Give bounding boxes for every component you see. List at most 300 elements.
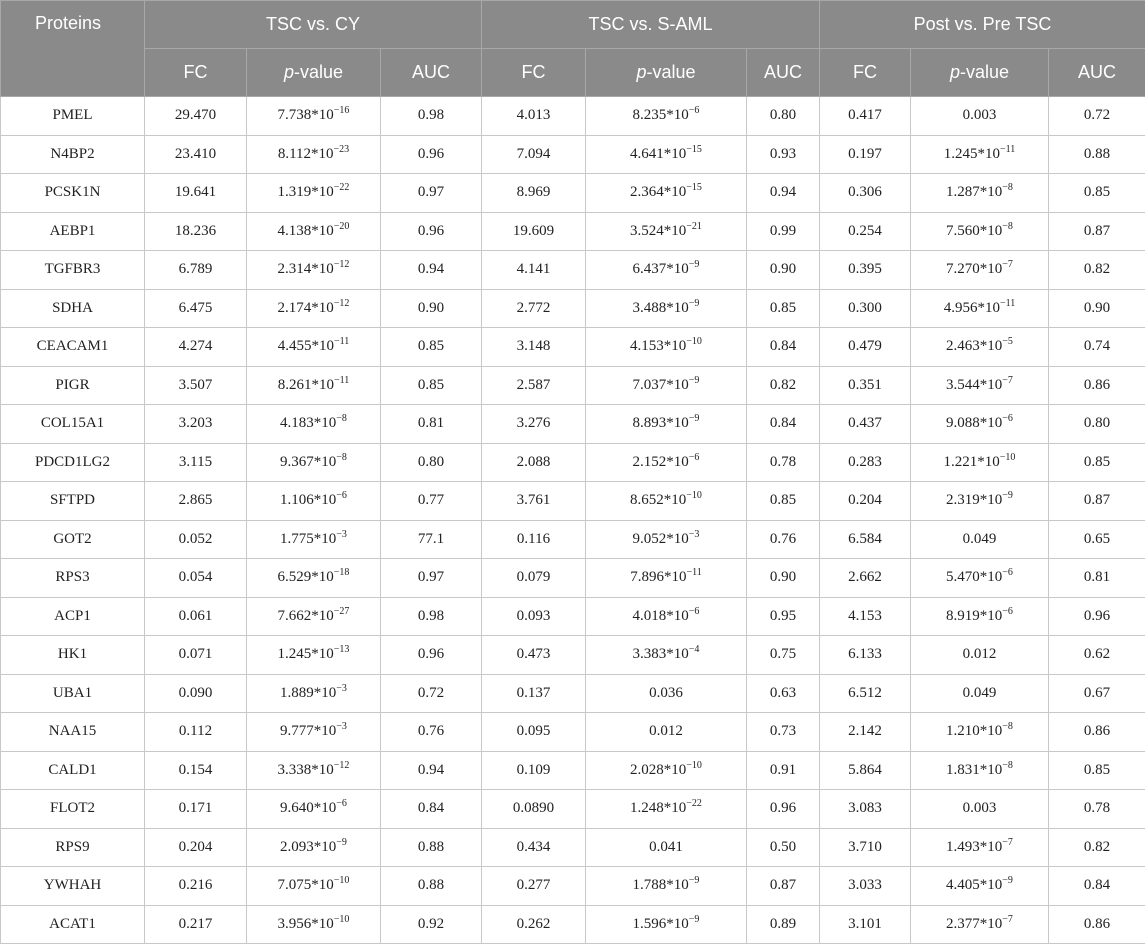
auc-cell: 0.82 <box>747 366 820 405</box>
p-value-base: 1.221*10 <box>944 454 1000 470</box>
p-value-exponent: −5 <box>1002 336 1013 347</box>
p-value-cell <box>911 674 1049 713</box>
p-value-cell <box>247 174 381 213</box>
table-row <box>1 520 1145 559</box>
p-value-cell <box>911 174 1049 213</box>
p-value-exponent: −8 <box>336 413 347 424</box>
p-value-exponent: −11 <box>334 375 349 386</box>
p-value-base: 7.037*10 <box>633 377 689 393</box>
p-value-exponent: −8 <box>1002 760 1013 771</box>
auc-cell: 0.84 <box>747 328 820 367</box>
p-value-exponent: −7 <box>1002 375 1013 386</box>
auc-cell: 0.90 <box>747 251 820 290</box>
p-value-cell <box>911 366 1049 405</box>
auc-cell: 0.76 <box>381 713 482 752</box>
fc-cell: 0.093 <box>482 597 586 636</box>
p-value-exponent: −9 <box>689 914 700 925</box>
p-value-cell <box>911 790 1049 829</box>
auc-cell: 0.85 <box>747 482 820 521</box>
subheader-p-italic: p <box>950 62 960 82</box>
fc-cell: 3.101 <box>820 905 911 944</box>
auc-cell: 0.76 <box>747 520 820 559</box>
fc-cell: 3.115 <box>145 443 247 482</box>
p-value-base: 2.174*10 <box>278 300 334 316</box>
p-value-base: 1.889*10 <box>280 685 336 701</box>
p-value-cell <box>247 713 381 752</box>
auc-cell: 0.88 <box>1049 135 1145 174</box>
proteins-header: Proteins <box>1 1 145 97</box>
fc-cell: 0.254 <box>820 212 911 251</box>
p-value-exponent: −8 <box>1002 721 1013 732</box>
p-value-cell <box>586 597 747 636</box>
auc-cell: 77.1 <box>381 520 482 559</box>
table-row <box>1 790 1145 829</box>
p-value-cell <box>586 636 747 675</box>
p-value-exponent: −9 <box>689 875 700 886</box>
fc-cell: 6.133 <box>820 636 911 675</box>
fc-cell: 3.507 <box>145 366 247 405</box>
p-value-cell <box>586 828 747 867</box>
auc-cell: 0.65 <box>1049 520 1145 559</box>
fc-cell: 0.217 <box>145 905 247 944</box>
fc-cell: 0.154 <box>145 751 247 790</box>
p-value-base: 1.775*10 <box>280 531 336 547</box>
p-value-base: 1.831*10 <box>946 762 1002 778</box>
auc-cell: 0.93 <box>747 135 820 174</box>
p-value-cell <box>586 751 747 790</box>
p-value-cell <box>911 520 1049 559</box>
auc-cell: 0.72 <box>381 674 482 713</box>
p-value-base: 7.896*10 <box>630 569 686 585</box>
fc-cell: 7.094 <box>482 135 586 174</box>
fc-cell: 19.641 <box>145 174 247 213</box>
p-value-base: 4.405*10 <box>946 877 1002 893</box>
p-value-exponent: −7 <box>1002 837 1013 848</box>
protein-name-cell: ACP1 <box>1 597 145 636</box>
p-value-base: 9.777*10 <box>280 723 336 739</box>
protein-name-cell: TGFBR3 <box>1 251 145 290</box>
protein-name-cell: CALD1 <box>1 751 145 790</box>
fc-cell: 0.262 <box>482 905 586 944</box>
p-value-exponent: −6 <box>1002 413 1013 424</box>
p-value-base: 1.493*10 <box>946 839 1002 855</box>
p-value-cell <box>586 790 747 829</box>
p-value-cell <box>247 135 381 174</box>
p-value-cell <box>911 636 1049 675</box>
p-value-exponent: −15 <box>686 182 702 193</box>
p-value-cell <box>911 405 1049 444</box>
p-value-exponent: −6 <box>689 105 700 116</box>
auc-cell: 0.85 <box>747 289 820 328</box>
fc-cell: 0.417 <box>820 97 911 136</box>
auc-cell: 0.80 <box>381 443 482 482</box>
p-value-base: 7.662*10 <box>278 608 334 624</box>
p-value-cell <box>586 174 747 213</box>
fc-cell: 0.473 <box>482 636 586 675</box>
subheader-fc: FC <box>820 49 911 97</box>
auc-cell: 0.90 <box>747 559 820 598</box>
p-value-base: 0.049 <box>963 531 997 547</box>
p-value-base: 4.018*10 <box>633 608 689 624</box>
fc-cell: 19.609 <box>482 212 586 251</box>
p-value-exponent: −9 <box>689 259 700 270</box>
p-value-base: 3.956*10 <box>278 916 334 932</box>
auc-cell: 0.82 <box>1049 828 1145 867</box>
p-value-base: 9.640*10 <box>280 800 336 816</box>
p-value-cell <box>586 443 747 482</box>
fc-cell: 0.300 <box>820 289 911 328</box>
subheader-auc: AUC <box>747 49 820 97</box>
table-row <box>1 636 1145 675</box>
p-value-cell <box>247 443 381 482</box>
table-row <box>1 559 1145 598</box>
fc-cell: 4.274 <box>145 328 247 367</box>
table-row <box>1 251 1145 290</box>
p-value-exponent: −4 <box>689 644 700 655</box>
p-value-cell <box>911 251 1049 290</box>
p-value-base: 8.919*10 <box>946 608 1002 624</box>
fc-cell: 0.283 <box>820 443 911 482</box>
p-value-base: 9.088*10 <box>946 415 1002 431</box>
auc-cell: 0.80 <box>1049 405 1145 444</box>
p-value-base: 0.003 <box>963 800 997 816</box>
p-value-base: 8.235*10 <box>633 107 689 123</box>
p-value-exponent: −21 <box>686 221 702 232</box>
fc-cell: 2.088 <box>482 443 586 482</box>
p-value-exponent: −6 <box>336 490 347 501</box>
p-value-cell <box>586 135 747 174</box>
auc-cell: 0.85 <box>1049 174 1145 213</box>
protein-name-cell: PMEL <box>1 97 145 136</box>
auc-cell: 0.94 <box>381 751 482 790</box>
p-value-base: 2.093*10 <box>280 839 336 855</box>
p-value-cell <box>911 482 1049 521</box>
protein-name-cell: CEACAM1 <box>1 328 145 367</box>
fc-cell: 29.470 <box>145 97 247 136</box>
p-value-exponent: −12 <box>334 760 350 771</box>
fc-cell: 0.079 <box>482 559 586 598</box>
p-value-cell <box>911 328 1049 367</box>
p-value-cell <box>586 405 747 444</box>
table-row <box>1 174 1145 213</box>
protein-name-cell: GOT2 <box>1 520 145 559</box>
auc-cell: 0.91 <box>747 751 820 790</box>
fc-cell: 3.203 <box>145 405 247 444</box>
auc-cell: 0.90 <box>381 289 482 328</box>
fc-cell: 0.216 <box>145 867 247 906</box>
p-value-cell <box>247 520 381 559</box>
p-value-base: 8.652*10 <box>630 492 686 508</box>
fc-cell: 3.033 <box>820 867 911 906</box>
table-row <box>1 751 1145 790</box>
table-row <box>1 212 1145 251</box>
p-value-cell <box>586 251 747 290</box>
fc-cell: 18.236 <box>145 212 247 251</box>
protein-name-cell: AEBP1 <box>1 212 145 251</box>
group-header-tsc-vs-cy: TSC vs. CY <box>145 1 482 49</box>
fc-cell: 0.090 <box>145 674 247 713</box>
p-value-base: 4.153*10 <box>630 338 686 354</box>
auc-cell: 0.74 <box>1049 328 1145 367</box>
p-value-cell <box>911 905 1049 944</box>
p-value-base: 7.270*10 <box>946 261 1002 277</box>
p-value-cell <box>911 713 1049 752</box>
p-value-exponent: −3 <box>689 529 700 540</box>
auc-cell: 0.81 <box>1049 559 1145 598</box>
p-value-exponent: −11 <box>1000 298 1015 309</box>
auc-cell: 0.84 <box>1049 867 1145 906</box>
p-value-cell <box>586 289 747 328</box>
p-value-cell <box>911 867 1049 906</box>
auc-cell: 0.77 <box>381 482 482 521</box>
table-row <box>1 713 1145 752</box>
auc-cell: 0.85 <box>381 328 482 367</box>
p-value-base: 8.261*10 <box>278 377 334 393</box>
auc-cell: 0.87 <box>1049 212 1145 251</box>
fc-cell: 0.137 <box>482 674 586 713</box>
fc-cell: 3.710 <box>820 828 911 867</box>
p-value-base: 2.463*10 <box>946 338 1002 354</box>
p-value-cell <box>911 751 1049 790</box>
p-value-cell <box>247 559 381 598</box>
table-row <box>1 366 1145 405</box>
p-value-exponent: −22 <box>686 798 702 809</box>
table-row <box>1 828 1145 867</box>
p-value-base: 1.287*10 <box>946 184 1002 200</box>
fc-cell: 0.306 <box>820 174 911 213</box>
p-value-base: 4.138*10 <box>278 223 334 239</box>
p-value-cell <box>247 251 381 290</box>
fc-cell: 6.475 <box>145 289 247 328</box>
p-value-exponent: −27 <box>334 606 350 617</box>
p-value-base: 0.012 <box>963 646 997 662</box>
p-value-base: 1.248*10 <box>630 800 686 816</box>
protein-name-cell: RPS9 <box>1 828 145 867</box>
auc-cell: 0.99 <box>747 212 820 251</box>
table-row <box>1 597 1145 636</box>
fc-cell: 0.0890 <box>482 790 586 829</box>
p-value-base: 5.470*10 <box>946 569 1002 585</box>
p-value-cell <box>586 905 747 944</box>
fc-cell: 2.587 <box>482 366 586 405</box>
p-value-exponent: −10 <box>686 760 702 771</box>
p-value-exponent: −3 <box>336 683 347 694</box>
protein-name-cell: PDCD1LG2 <box>1 443 145 482</box>
auc-cell: 0.84 <box>381 790 482 829</box>
p-value-base: 3.383*10 <box>633 646 689 662</box>
p-value-base: 1.210*10 <box>946 723 1002 739</box>
p-value-exponent: −9 <box>1002 490 1013 501</box>
fc-cell: 2.662 <box>820 559 911 598</box>
p-value-cell <box>247 751 381 790</box>
auc-cell: 0.89 <box>747 905 820 944</box>
fc-cell: 0.395 <box>820 251 911 290</box>
fc-cell: 23.410 <box>145 135 247 174</box>
p-value-exponent: −8 <box>1002 221 1013 232</box>
p-value-base: 1.788*10 <box>633 877 689 893</box>
table-row <box>1 289 1145 328</box>
table-row <box>1 482 1145 521</box>
p-value-cell <box>247 212 381 251</box>
p-value-exponent: −15 <box>686 144 702 155</box>
p-value-base: 3.338*10 <box>278 762 334 778</box>
p-value-exponent: −16 <box>334 105 350 116</box>
p-value-cell <box>586 713 747 752</box>
p-value-exponent: −7 <box>1002 259 1013 270</box>
p-value-exponent: −6 <box>336 798 347 809</box>
auc-cell: 0.96 <box>747 790 820 829</box>
p-value-base: 2.028*10 <box>630 762 686 778</box>
p-value-base: 7.075*10 <box>278 877 334 893</box>
fc-cell: 2.865 <box>145 482 247 521</box>
auc-cell: 0.98 <box>381 597 482 636</box>
fc-cell: 0.204 <box>820 482 911 521</box>
p-value-cell <box>247 867 381 906</box>
p-value-exponent: −3 <box>336 529 347 540</box>
fc-cell: 2.142 <box>820 713 911 752</box>
p-value-cell <box>247 790 381 829</box>
p-value-exponent: −6 <box>689 452 700 463</box>
p-value-cell <box>586 867 747 906</box>
p-value-base: 1.245*10 <box>944 146 1000 162</box>
p-value-cell <box>586 97 747 136</box>
fc-cell: 2.772 <box>482 289 586 328</box>
auc-cell: 0.88 <box>381 828 482 867</box>
p-value-base: 4.455*10 <box>278 338 334 354</box>
p-value-base: 2.314*10 <box>278 261 334 277</box>
fc-cell: 4.141 <box>482 251 586 290</box>
group-header-post-vs-pre: Post vs. Pre TSC <box>820 1 1145 49</box>
p-value-base: 4.956*10 <box>944 300 1000 316</box>
p-value-exponent: −23 <box>334 144 350 155</box>
p-value-exponent: −10 <box>686 490 702 501</box>
p-value-cell <box>586 520 747 559</box>
subheader-p-rest: -value <box>960 62 1009 82</box>
fc-cell: 0.171 <box>145 790 247 829</box>
auc-cell: 0.87 <box>1049 482 1145 521</box>
p-value-base: 2.319*10 <box>946 492 1002 508</box>
auc-cell: 0.85 <box>1049 751 1145 790</box>
fc-cell: 3.083 <box>820 790 911 829</box>
p-value-exponent: −12 <box>334 259 350 270</box>
p-value-base: 2.364*10 <box>630 184 686 200</box>
p-value-exponent: −8 <box>1002 182 1013 193</box>
protein-name-cell: YWHAH <box>1 867 145 906</box>
p-value-cell <box>911 559 1049 598</box>
table-header <box>1 1 1145 97</box>
auc-cell: 0.88 <box>381 867 482 906</box>
fc-cell: 4.013 <box>482 97 586 136</box>
auc-cell: 0.82 <box>1049 251 1145 290</box>
p-value-exponent: −11 <box>334 336 349 347</box>
auc-cell: 0.50 <box>747 828 820 867</box>
p-value-exponent: −7 <box>1002 914 1013 925</box>
auc-cell: 0.75 <box>747 636 820 675</box>
auc-cell: 0.84 <box>747 405 820 444</box>
p-value-base: 0.049 <box>963 685 997 701</box>
group-header-tsc-vs-saml: TSC vs. S-AML <box>482 1 820 49</box>
p-value-base: 2.152*10 <box>633 454 689 470</box>
p-value-base: 0.041 <box>649 839 683 855</box>
auc-cell: 0.87 <box>747 867 820 906</box>
p-value-exponent: −11 <box>686 567 701 578</box>
table-row <box>1 867 1145 906</box>
p-value-exponent: −10 <box>334 914 350 925</box>
p-value-base: 8.893*10 <box>633 415 689 431</box>
auc-cell: 0.78 <box>1049 790 1145 829</box>
fc-cell: 3.761 <box>482 482 586 521</box>
protein-name-cell: FLOT2 <box>1 790 145 829</box>
p-value-cell <box>911 212 1049 251</box>
fc-cell: 0.095 <box>482 713 586 752</box>
p-value-cell <box>911 443 1049 482</box>
p-value-base: 7.738*10 <box>278 107 334 123</box>
auc-cell: 0.97 <box>381 174 482 213</box>
p-value-cell <box>911 135 1049 174</box>
fc-cell: 6.512 <box>820 674 911 713</box>
fc-cell: 0.197 <box>820 135 911 174</box>
p-value-cell <box>247 482 381 521</box>
p-value-base: 0.003 <box>963 107 997 123</box>
p-value-cell <box>911 828 1049 867</box>
p-value-exponent: −8 <box>336 452 347 463</box>
subheader-p-value <box>911 49 1049 97</box>
auc-cell: 0.78 <box>747 443 820 482</box>
subheader-fc: FC <box>145 49 247 97</box>
fc-cell: 0.351 <box>820 366 911 405</box>
auc-cell: 0.81 <box>381 405 482 444</box>
fc-cell: 5.864 <box>820 751 911 790</box>
p-value-base: 1.106*10 <box>280 492 336 508</box>
p-value-cell <box>247 405 381 444</box>
p-value-exponent: −9 <box>336 837 347 848</box>
auc-cell: 0.73 <box>747 713 820 752</box>
table-row <box>1 328 1145 367</box>
fc-cell: 0.479 <box>820 328 911 367</box>
table-row <box>1 97 1145 136</box>
auc-cell: 0.86 <box>1049 713 1145 752</box>
fc-cell: 0.052 <box>145 520 247 559</box>
p-value-exponent: −10 <box>334 875 350 886</box>
p-value-base: 0.036 <box>649 685 683 701</box>
auc-cell: 0.96 <box>381 636 482 675</box>
p-value-cell <box>247 905 381 944</box>
table-row <box>1 674 1145 713</box>
p-value-base: 3.488*10 <box>633 300 689 316</box>
p-value-base: 1.245*10 <box>278 646 334 662</box>
subheader-p-rest: -value <box>294 62 343 82</box>
p-value-cell <box>586 328 747 367</box>
p-value-base: 8.112*10 <box>278 146 334 162</box>
auc-cell: 0.94 <box>381 251 482 290</box>
p-value-base: 3.524*10 <box>630 223 686 239</box>
p-value-exponent: −6 <box>1002 567 1013 578</box>
p-value-cell <box>247 674 381 713</box>
protein-name-cell: SFTPD <box>1 482 145 521</box>
p-value-base: 6.437*10 <box>633 261 689 277</box>
fc-cell: 0.071 <box>145 636 247 675</box>
p-value-exponent: −3 <box>336 721 347 732</box>
fc-cell: 0.116 <box>482 520 586 559</box>
p-value-exponent: −20 <box>334 221 350 232</box>
p-value-cell <box>247 97 381 136</box>
table-row <box>1 405 1145 444</box>
auc-cell: 0.85 <box>381 366 482 405</box>
auc-cell: 0.98 <box>381 97 482 136</box>
auc-cell: 0.80 <box>747 97 820 136</box>
subheader-auc: AUC <box>1049 49 1145 97</box>
p-value-cell <box>586 212 747 251</box>
